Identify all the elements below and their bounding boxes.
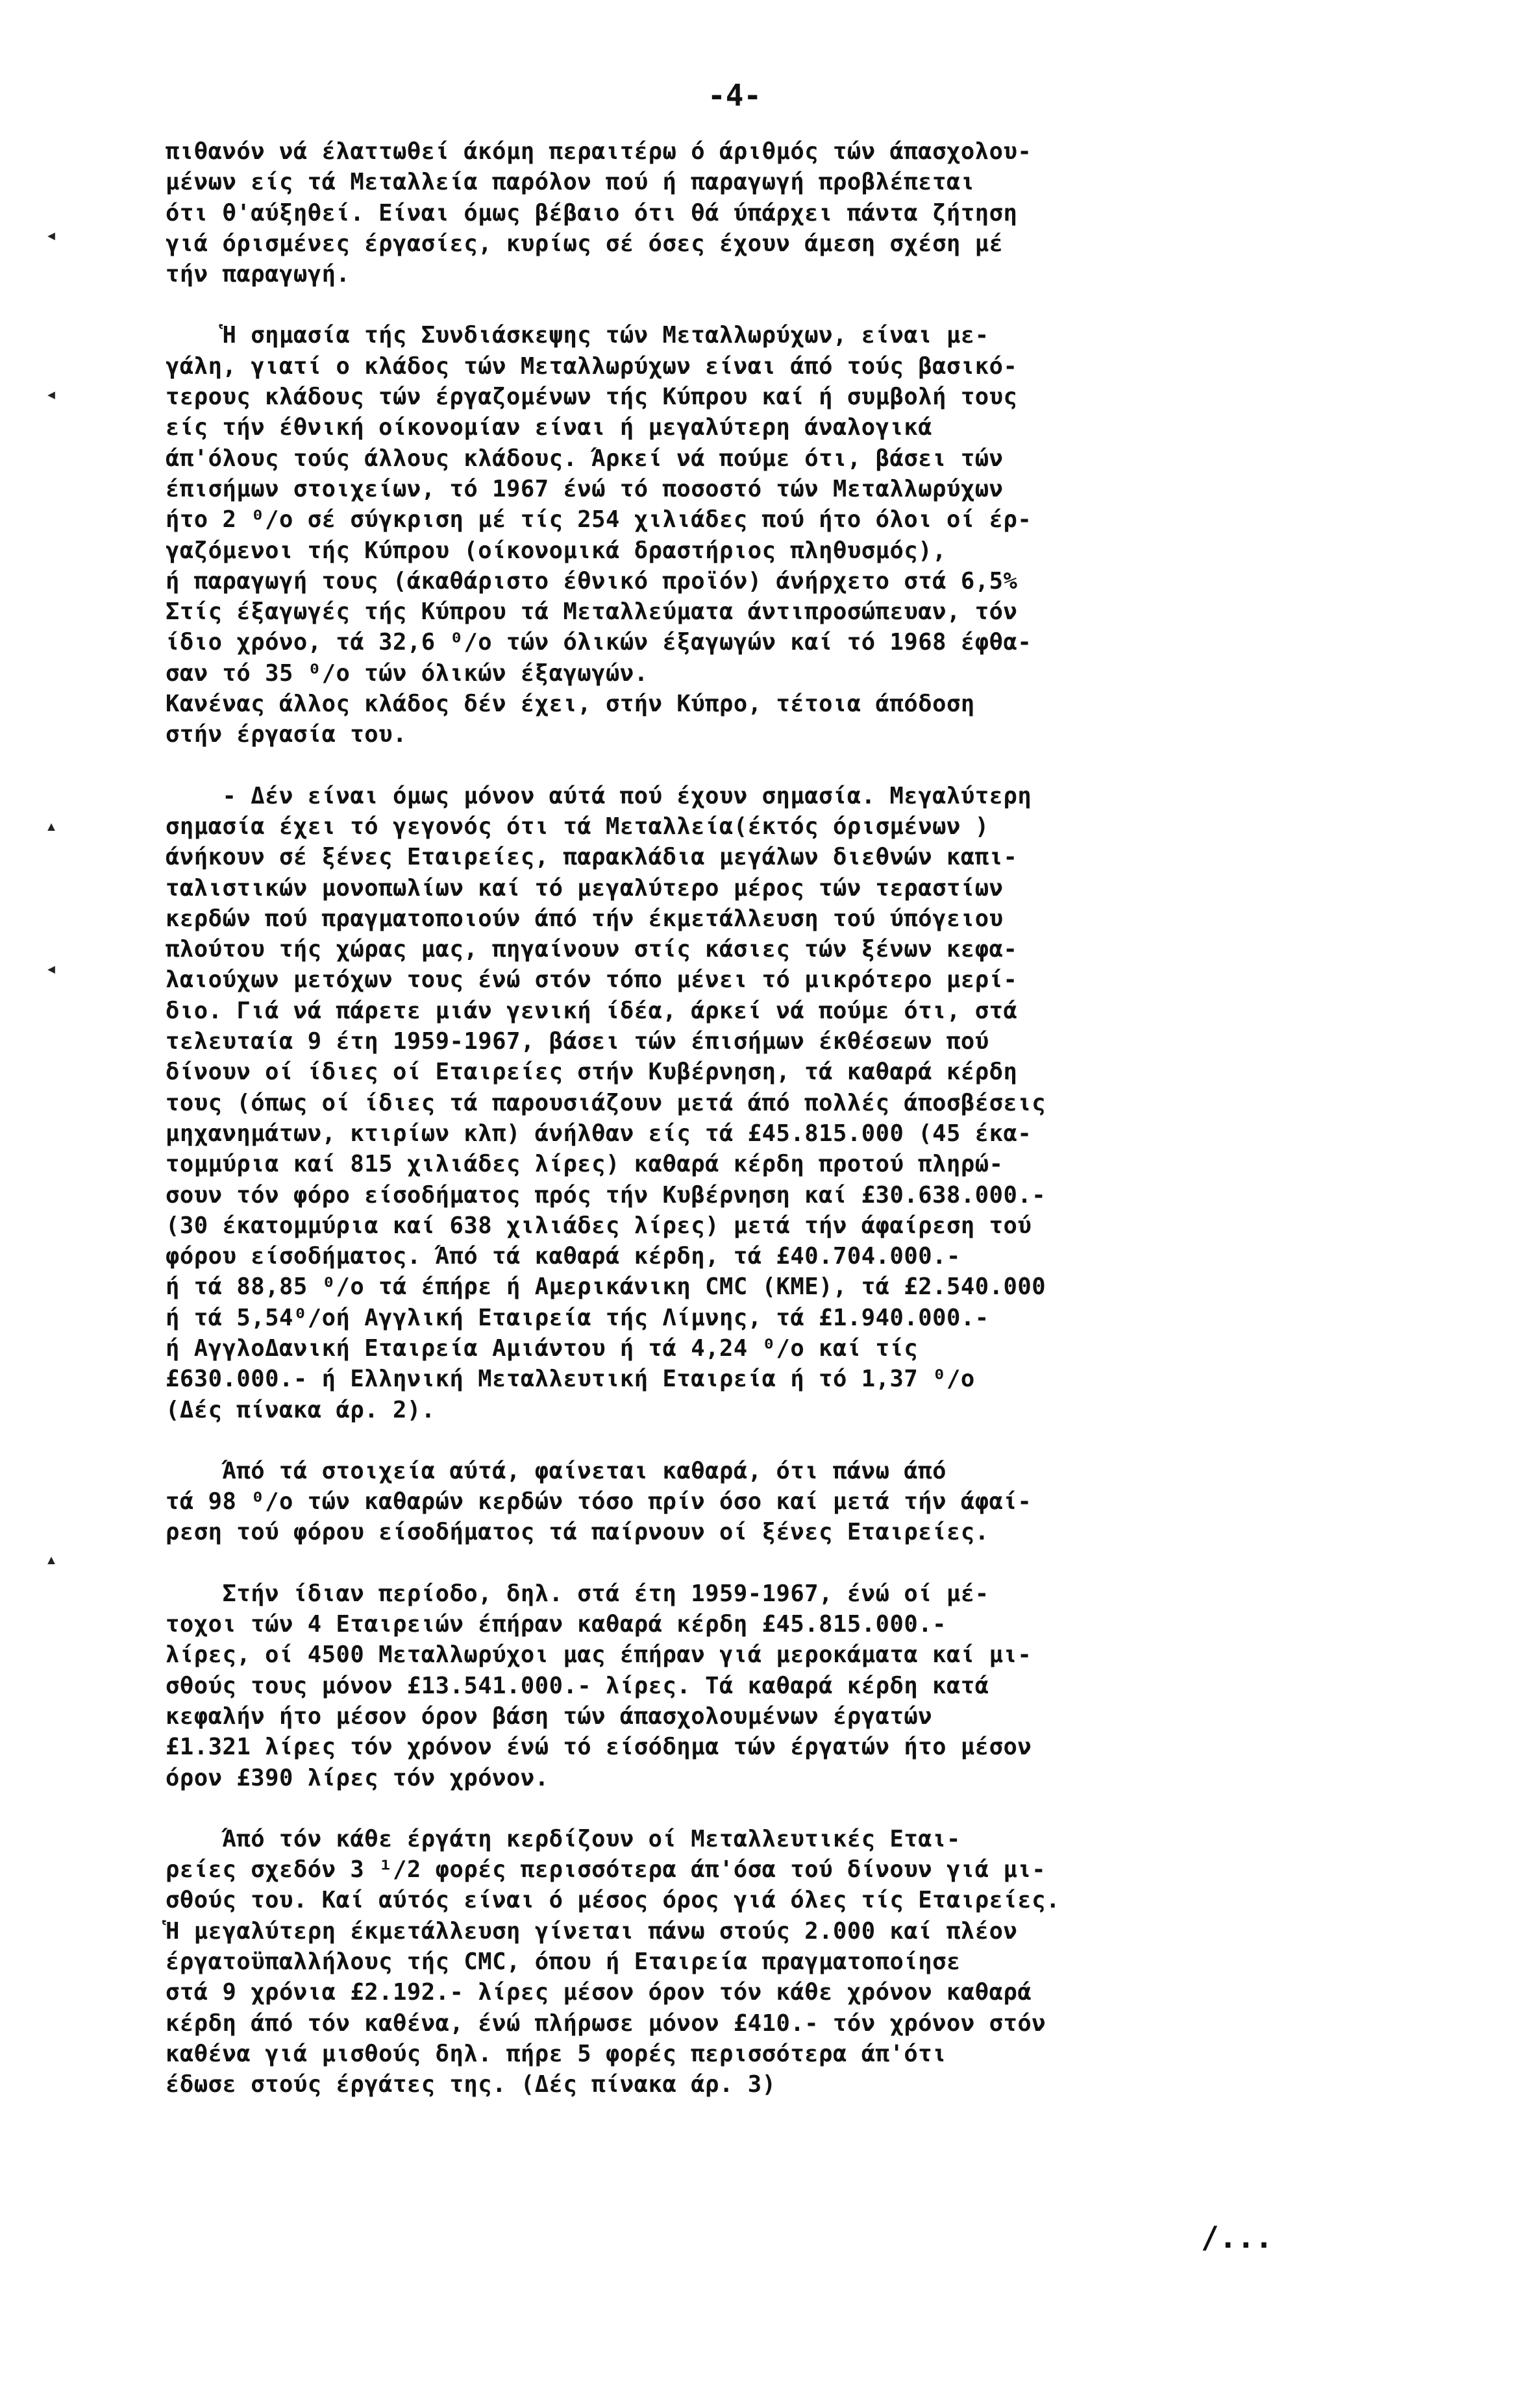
text-line: (Δές πίνακα άρ. 2). xyxy=(166,1396,436,1423)
text-line: άνήκουν σέ ξένες Εταιρείες, παρακλάδια μεγάλων διεθνών καπι- xyxy=(166,844,1018,871)
text-line: ή ΑγγλοΔανική Εταιρεία Αμιάντου ή τά 4,24 ⁰/o καί τίς xyxy=(166,1334,919,1362)
text-line: ήτο 2 ⁰/o σέ σύγκριση μέ τίς 254 χιλιάδες πού ήτο όλοι οί έρ- xyxy=(166,506,1032,534)
text-line: Κανένας άλλος κλάδος δέν έχει, στήν Κύπρο, τέτοια άπόδοση xyxy=(166,691,975,718)
text-line: σημασία έχει τό γεγονός ότι τά Μεταλλεία(έκτός όρισμένων ) xyxy=(166,813,989,840)
text-line: ή παραγωγή τους (άκαθάριστο έθνικό προϊόν) άνήρχετο στά 6,5% xyxy=(166,567,1018,595)
paragraph xyxy=(166,136,1451,289)
text-line: ή τά 5,54⁰/oή Αγγλική Εταιρεία τής Λίμνης, τά £1.940.000.- xyxy=(166,1304,989,1331)
text-line: £1.321 λίρες τόν χρόνον ένώ τό είσόδημα τών έργατών ήτο μέσον xyxy=(166,1734,1032,1761)
text-line: άπ'όλους τούς άλλους κλάδους. Άρκεί νά πούμε ότι, βάσει τών xyxy=(166,445,1004,472)
paragraph xyxy=(166,1824,1451,2100)
text-line: μηχανημάτων, κτιρίων κλπ) άνήλθαν είς τά £45.815.000 (45 έκα- xyxy=(166,1120,1032,1147)
text-line: τελευταία 9 έτη 1959-1967, βάσει τών έπισήμων έκθέσεων πού xyxy=(166,1028,989,1055)
text-line: πιθανόν νά έλαττωθεί άκόμη περαιτέρω ό άριθμός τών άπασχολου- xyxy=(166,138,1032,165)
text-line: σθούς τους μόνον £13.541.000.- λίρες. Τά καθαρά κέρδη κατά xyxy=(166,1672,989,1699)
text-line: φόρου είσοδήματος. Άπό τά καθαρά κέρδη, τά £40.704.000.- xyxy=(166,1243,961,1270)
text-line: ταλιστικών μονοπωλίων καί τό μεγαλύτερο μέρος τών τεραστίων xyxy=(166,874,1004,902)
text-line: σθούς του. Καί αύτός είναι ό μέσος όρος γιά όλες τίς Εταιρείες. xyxy=(166,1887,1060,1914)
text-line: Ἡ μεγαλύτερη έκμετάλλευση γίνεται πάνω στούς 2.000 καί πλέον xyxy=(166,1917,1018,1945)
text-line: (30 έκατομμύρια καί 638 χιλιάδες λίρες) μετά τήν άφαίρεση τού xyxy=(166,1212,1032,1239)
text-line: έδωσε στούς έργάτες της. (Δές πίνακα άρ. 3) xyxy=(166,2071,776,2098)
text-line: ρείες σχεδόν 3 ¹/2 φορές περισσότερα άπ'όσα τού δίνουν γιά μι- xyxy=(166,1856,1046,1884)
text-line: γαζόμενοι τής Κύπρου (οίκονομικά δραστήριος πληθυσμός), xyxy=(166,537,947,564)
text-line: λίρες, οί 4500 Μεταλλωρύχοι μας έπήραν γιά μεροκάματα καί μι- xyxy=(166,1641,1032,1669)
text-line: τομμύρια καί 815 χιλιάδες λίρες) καθαρά κέρδη προτού πληρώ- xyxy=(166,1151,1004,1178)
text-line: ή τά 88,85 ⁰/o τά έπήρε ή Αμερικάνικη CMC (KME), τά £2.540.000 xyxy=(166,1273,1046,1301)
text-line: Άπό τά στοιχεία αύτά, φαίνεται καθαρά, ότι πάνω άπό xyxy=(166,1457,947,1484)
text-line: λαιούχων μετόχων τους ένώ στόν τόπο μένει τό μικρότερο μερί- xyxy=(166,966,1018,994)
text-line: πλούτου τής χώρας μας, πηγαίνουν στίς κάσιες τών ξένων κεφα- xyxy=(166,936,1018,963)
text-line: μένων είς τά Μεταλλεία παρόλον πού ή παραγωγή προβλέπεται xyxy=(166,169,975,196)
document-body xyxy=(166,136,1451,2100)
text-line: - Δέν είναι όμως μόνον αύτά πού έχουν σημασία. Μεγαλύτερη xyxy=(166,782,1032,809)
margin-mark: ◂ xyxy=(45,957,58,980)
text-line: στά 9 χρόνια £2.192.- λίρες μέσον όρον τόν κάθε χρόνον καθαρά xyxy=(166,1979,1032,2006)
text-line: όρον £390 λίρες τόν χρόνον. xyxy=(166,1764,549,1791)
paragraph xyxy=(166,781,1451,1425)
text-line: ρεση τού φόρου είσοδήματος τά παίρνουν οί ξένες Εταιρείες. xyxy=(166,1519,989,1546)
text-line: δίνουν οί ίδιες οί Εταιρείες στήν Κυβέρνηση, τά καθαρά κέρδη xyxy=(166,1059,1018,1086)
text-line: σουν τόν φόρο είσοδήματος πρός τήν Κυβέρνηση καί £30.638.000.- xyxy=(166,1181,1046,1209)
paragraph xyxy=(166,1579,1451,1793)
text-line: Άπό τόν κάθε έργάτη κερδίζουν οί Μεταλλευτικές Εται- xyxy=(166,1825,961,1852)
text-line: τερους κλάδους τών έργαζομένων τής Κύπρου καί ή συμβολή τους xyxy=(166,384,1018,411)
text-line: τους (όπως οί ίδιες τά παρουσιάζουν μετά άπό πολλές άποσβέσεις xyxy=(166,1089,1046,1116)
text-line: έπισήμων στοιχείων, τό 1967 ένώ τό ποσοστό τών Μεταλλωρύχων xyxy=(166,475,1004,502)
text-line: Στήν ίδιαν περίοδο, δηλ. στά έτη 1959-1967, ένώ οί μέ- xyxy=(166,1580,989,1607)
text-line: είς τήν έθνική οίκονομίαν είναι ή μεγαλύτερη άναλογικά xyxy=(166,414,933,441)
text-line: Στίς έξαγωγές τής Κύπρου τά Μεταλλεύματα άντιπροσώπευαν, τόν xyxy=(166,598,1018,626)
text-line: καθένα γιά μισθούς δηλ. πήρε 5 φορές περισσότερα άπ'ότι xyxy=(166,2040,947,2067)
text-line: κέρδη άπό τόν καθένα, ένώ πλήρωσε μόνον £410.- τόν χρόνον στόν xyxy=(166,2009,1046,2037)
text-line: γιά όρισμένες έργασίες, κυρίως σέ όσες έχουν άμεση σχέση μέ xyxy=(166,230,1004,257)
text-line: τά 98 ⁰/o τών καθαρών κερδών τόσο πρίν όσο καί μετά τήν άφαί- xyxy=(166,1488,1032,1516)
text-line: διο. Γιά νά πάρετε μιάν γενική ίδέα, άρκεί νά πούμε ότι, στά xyxy=(166,997,1018,1024)
text-line: γάλη, γιατί ο κλάδος τών Μεταλλωρύχων είναι άπό τούς βασικό- xyxy=(166,352,1018,380)
text-line: ίδιο χρόνο, τά 32,6 ⁰/o τών όλικών έξαγωγών καί τό 1968 έφθα- xyxy=(166,629,1032,656)
text-line: κερδών πού πραγματοποιούν άπό τήν έκμετάλλευση τού ύπόγειου xyxy=(166,905,1004,932)
text-line: £630.000.- ή Ελληνική Μεταλλευτική Εταιρεία ή τό 1,37 ⁰/o xyxy=(166,1366,975,1393)
continuation-mark: /... xyxy=(1201,2220,1273,2255)
page-number: -4- xyxy=(708,78,762,113)
margin-mark: ▴ xyxy=(45,1548,58,1571)
text-line: Ἡ σημασία τής Συνδιάσκεψης τών Μεταλλωρύχων, είναι με- xyxy=(166,322,989,349)
text-line: τοχοι τών 4 Εταιρειών έπήραν καθαρά κέρδη £45.815.000.- xyxy=(166,1611,947,1638)
text-line: κεφαλήν ήτο μέσον όρον βάση τών άπασχολουμένων έργατών xyxy=(166,1702,933,1730)
paragraph xyxy=(166,320,1451,750)
margin-mark: ◂ xyxy=(45,383,58,406)
text-line: σαν τό 35 ⁰/o τών όλικών έξαγωγών. xyxy=(166,659,649,687)
text-line: τήν παραγωγή. xyxy=(166,261,351,288)
text-line: στήν έργασία του. xyxy=(166,721,407,748)
paragraph xyxy=(166,1456,1451,1548)
margin-mark: ◂ xyxy=(45,224,58,247)
text-line: έργατοϋπαλλήλους τής CMC, όπου ή Εταιρεία πραγματοποίησε xyxy=(166,1948,961,1976)
text-line: ότι θ'αύξηθεί. Είναι όμως βέβαιο ότι θά ύπάρχει πάντα ζήτηση xyxy=(166,199,1018,227)
margin-mark: ▴ xyxy=(45,815,58,837)
